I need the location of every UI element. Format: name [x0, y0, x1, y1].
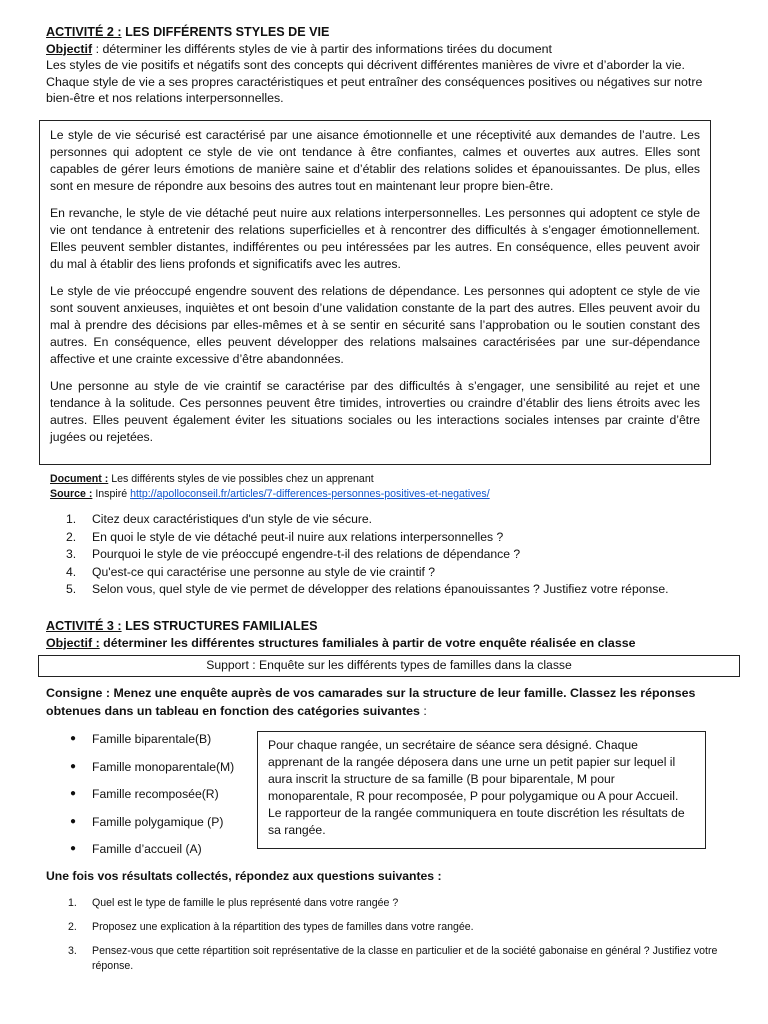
activity3-objective: Objectif : déterminer les différentes structures familiales à partir de votre enquête réalisée en classe — [46, 635, 636, 650]
source-caption: Source : Inspiré http://apolloconseil.fr/articles/7-differences-personnes-positives-et-negatives/ — [50, 488, 490, 500]
questions-intro: Une fois vos résultats collectés, répondez aux questions suivantes : — [46, 869, 442, 883]
paragraph-preoccupied: Le style de vie préoccupé engendre souvent des relations de dépendance. Les personnes qui adoptent ce style de vie sont souvent anxieuses, inquiètes et ont besoin d’une validation constante de la part des autres. Elles peuvent avoir du mal à prendre des décisions par elles-mêmes et à se sentir en sécurité sans l’approbation ou le soutien constant des autres. En conséquence, elles peuvent développer des relations malsaines caractérisées par une sur-dépendance affective et une crainte excessive d’être abandonnées. — [50, 284, 700, 366]
list-item: ● Famille monoparentale(M) — [70, 759, 235, 774]
document-caption: Document : Les différents styles de vie possibles chez un apprenant — [50, 473, 374, 485]
bullet-icon: ● — [70, 760, 77, 772]
bullet-icon: ● — [70, 843, 77, 854]
source-link[interactable]: http://apolloconseil.fr/articles/7-differences-personnes-positives-et-negatives/ — [130, 488, 490, 500]
paragraph-fearful: Une personne au style de vie craintif se caractérise par des difficultés à s’engager, une sensibilité au rejet et une tendance à la solitude. Ces personnes peuvent être timides, introverties ou craindre d’établir des liens étroits avec les autres. Elles peuvent également éviter les situations sociales ou les interactions sociales intenses par crainte d’être jugées ou rejetées. — [50, 379, 700, 444]
list-item: 2. En quoi le style de vie détaché peut-il nuire aux relations interpersonnelles ? — [66, 529, 504, 544]
support-box: Support : Enquête sur les différents types de familles dans la classe — [38, 655, 740, 677]
list-item: ● Famille polygamique (P) — [70, 814, 224, 829]
activity2-title: ACTIVITÉ 2 : LES DIFFÉRENTS STYLES DE VIE — [46, 25, 330, 39]
list-item: ● Famille biparentale(B) — [70, 732, 212, 746]
list-item: 5. Selon vous, quel style de vie permet de développer des relations épanouissantes ? Justifiez votre réponse. — [66, 582, 669, 597]
instructions-box: Pour chaque rangée, un secrétaire de séance sera désigné. Chaque apprenant de la rangée déposera dans une urne un petit papier sur lequel il aura inscrit la structure de sa famille (B pour biparentale, M pour monoparentale, R pour recomposée, P pour polygamique ou A pour Accueil. Le rapporteur de la rangée communiquera en toute discrétion les résultats de sa rangée. — [257, 731, 706, 849]
list-item: 3. Pourquoi le style de vie préoccupé engendre-t-il des relations de dépendance ? — [66, 547, 521, 562]
activity3-title: ACTIVITÉ 3 : LES STRUCTURES FAMILIALES — [46, 619, 318, 633]
intro-line: Les styles de vie positifs et négatifs sont des concepts qui décrivent différentes manières de vivre et d’aborder la vie. — [46, 58, 685, 72]
family-list — [70, 731, 234, 869]
activity3-questions — [68, 896, 718, 983]
document-source — [50, 472, 490, 502]
list-item: 1. Quel est le type de famille le plus représenté dans votre rangée ? — [68, 897, 399, 909]
activity2-header — [46, 24, 726, 107]
bullet-icon: ● — [70, 815, 77, 827]
activity2-objective: Objectif : déterminer les différents styles de vie à partir des informations tirées du document — [46, 41, 552, 56]
lifestyle-text-box — [39, 120, 711, 465]
paragraph-detached: En revanche, le style de vie détaché peut nuire aux relations interpersonnelles. Les personnes qui adoptent ce style de vie ont tendance à entretenir des relations superficielles et à rencontrer des difficultés à s’engager émotionnellement. Elles peuvent sembler distantes, indifférentes ou peu intéressées par les autres. En conséquence, elles peuvent avoir du mal à établir des liens profonds et significatifs avec les autres. — [50, 206, 700, 271]
bullet-icon: ● — [70, 733, 77, 744]
intro-line: bien-être et nos relations interpersonnelles. — [46, 91, 284, 105]
list-item: 1. Citez deux caractéristiques d'un style de vie sécure. — [66, 512, 373, 526]
activity2-questions — [66, 511, 726, 599]
list-item: ● Famille recomposée(R) — [70, 787, 219, 801]
list-item: 2. Proposez une explication à la répartition des types de familles dans votre rangée. — [68, 921, 474, 933]
activity3-header — [46, 618, 736, 651]
consigne: Consigne : Menez une enquête auprès de vos camarades sur la structure de leur famille. Classez les réponses obtenues dans un tableau en fonction des catégories suivantes : — [46, 686, 696, 718]
intro-line: Chaque style de vie a ses propres caractéristiques et peut entraîner des conséquences positives ou négatives sur notre — [46, 74, 703, 89]
list-item: 4. Qu'est-ce qui caractérise une personne au style de vie craintif ? — [66, 564, 436, 579]
list-item: 3. Pensez-vous que cette répartition soit représentative de la classe en particulier et de la société gabonaise en général ? Justifiez votre réponse. — [68, 945, 718, 972]
bullet-icon: ● — [70, 788, 77, 799]
list-item: ● Famille d’accueil (A) — [70, 842, 202, 856]
paragraph-secure: Le style de vie sécurisé est caractérisé par une aisance émotionnelle et une réceptivité aux demandes de l’autre. Les personnes qui adoptent ce style de vie ont tendance à être confiantes, calmes et ouvertes aux autres. Elles sont capables de gérer leurs émotions de manière saine et d’établir des relations solides et épanouissantes. De plus, elles sont en mesure de répondre aux besoins des autres tout en maintenant leur propre bien-être. — [50, 128, 700, 193]
